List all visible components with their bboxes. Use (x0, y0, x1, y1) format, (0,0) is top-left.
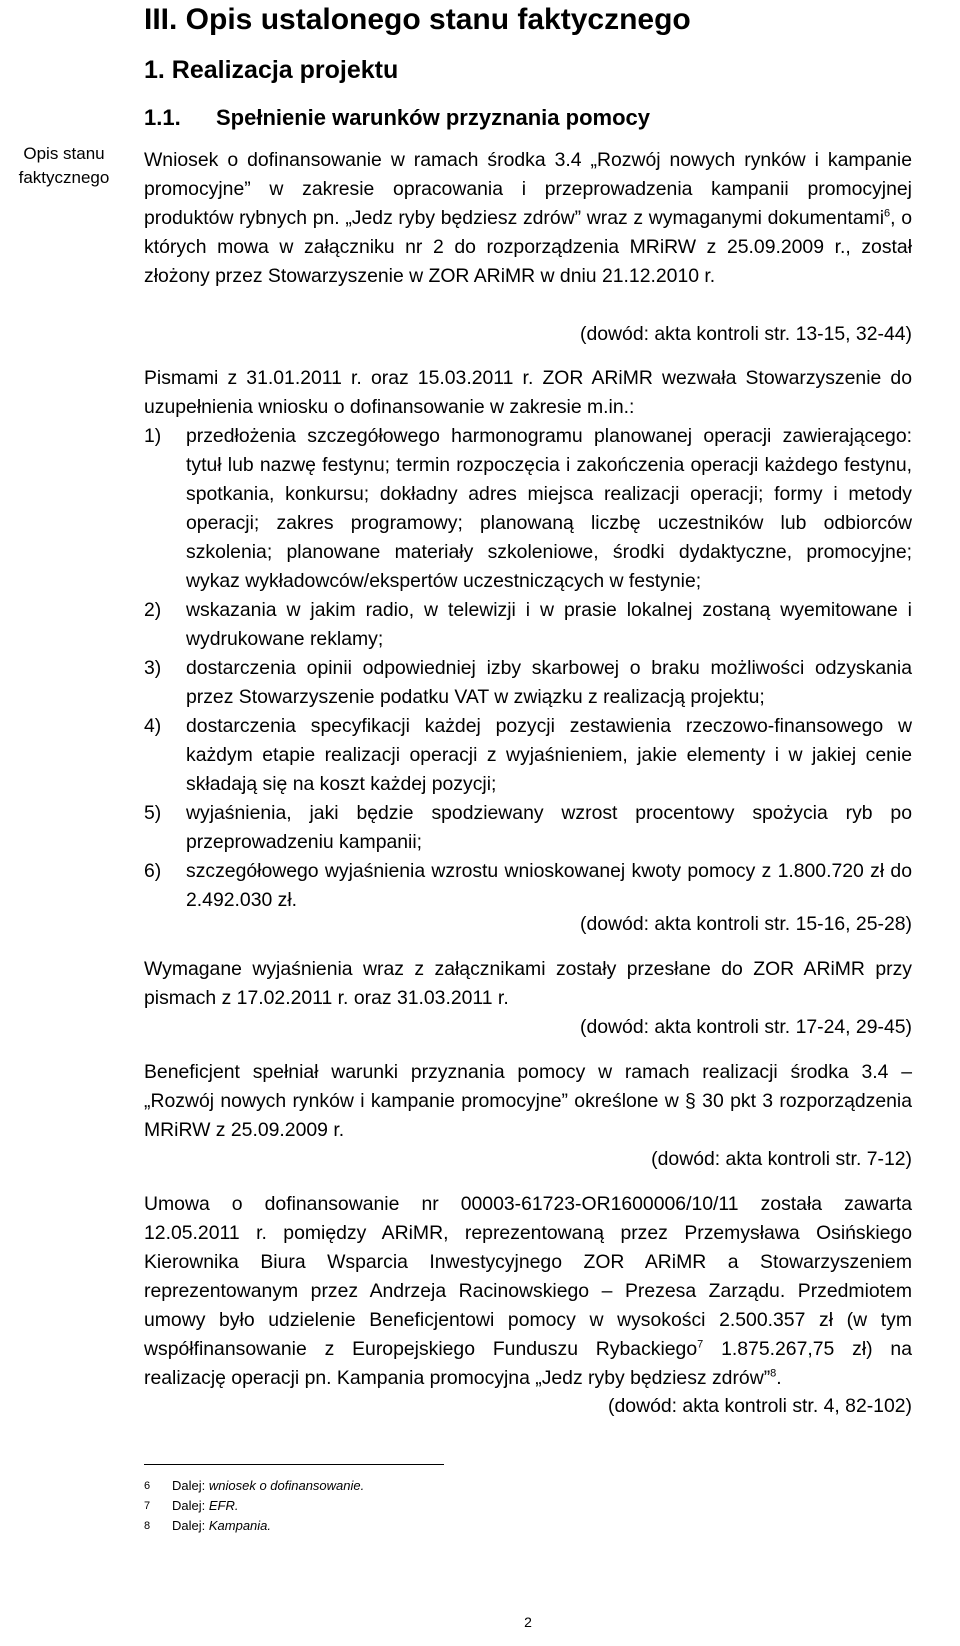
list-item-number: 3) (144, 657, 162, 679)
paragraph-text: Beneficjent spełniał warunki przyznania pomocy w ramach realizacji środka 3.4 – „Rozwój nowych rynków i kampanie promocyjne” określone w § 30 pkt 3 rozporządzenia MRiRW z 25.09.2009 r. (144, 1061, 912, 1141)
footnote-label: Dalej: (172, 1498, 209, 1513)
footnote (144, 1478, 364, 1494)
paragraph-explanations (144, 955, 912, 1013)
footnote-ref: 7 (697, 1338, 704, 1351)
sub-subsection-heading (144, 102, 912, 134)
heading-number: 1.1. (144, 105, 181, 130)
list-item-text: wskazania w jakim radio, w telewizji i w prasie lokalnej zostaną wyemitowane i wydrukowane reklamy; (186, 599, 912, 650)
footnote-mark: 7 (144, 1500, 151, 1512)
footnote-value: Kampania. (208, 1518, 272, 1533)
footnote (144, 1498, 238, 1514)
paragraph-text: Wymagane wyjaśnienia wraz z załącznikami zostały przesłane do ZOR ARiMR przy pismach z 17.02.2011 r. oraz 31.03.2011 r. (144, 958, 912, 1009)
evidence-reference: (dowód: akta kontroli str. 17-24, 29-45) (580, 1016, 912, 1038)
list-item-text: dostarczenia opinii odpowiedniej izby skarbowej o braku możliwości odzyskania przez Stowarzyszenie podatku VAT w związku z realizacją projektu; (186, 657, 912, 708)
paragraph-request (144, 364, 912, 422)
list-item (144, 422, 912, 596)
paragraph-text: , o których mowa w załączniku nr 2 do rozporządzenia MRiRW z 25.09.2009 r., został złożony przez Stowarzyszenie w ZOR ARiMR w dniu 21.12.2010 r. (144, 207, 912, 287)
footnote (144, 1518, 271, 1534)
list-item (144, 596, 912, 654)
footnote-separator (144, 1464, 444, 1465)
paragraph-text: . (776, 1367, 782, 1389)
evidence-reference: (dowód: akta kontroli str. 13-15, 32-44) (580, 323, 912, 345)
evidence-reference: (dowód: akta kontroli str. 15-16, 25-28) (580, 913, 912, 935)
margin-label-line1: Opis stanu (23, 144, 105, 163)
subsection-heading: 1. Realizacja projektu (144, 56, 399, 84)
list-item-number: 4) (144, 715, 162, 737)
paragraph-text: Wniosek o dofinansowanie w ramach środka 3.4 „Rozwój nowych rynków i kampanie promocyjne” w zakresie opracowania i przeprowadzenia kampanii promocyjnej produktów rybnych pn. „Jedz ryby będziesz zdrów” wraz z wymaganymi dokumentami (144, 149, 912, 229)
paragraph-text: Pismami z 31.01.2011 r. oraz 15.03.2011 r. ZOR ARiMR wezwała Stowarzyszenie do uzupełnienia wniosku o dofinansowanie w zakresie m.in.: (144, 367, 912, 418)
list-item (144, 712, 912, 799)
evidence-reference: (dowód: akta kontroli str. 7-12) (651, 1148, 912, 1170)
section-heading: III. Opis ustalonego stanu faktycznego (144, 3, 691, 36)
list-item (144, 654, 912, 712)
list-item (144, 857, 912, 915)
footnote-label: Dalej: (172, 1478, 209, 1493)
footnote-ref: 8 (770, 1367, 777, 1380)
footnote-value: wniosek o dofinansowanie. (208, 1478, 365, 1493)
list-item-number: 2) (144, 599, 162, 621)
list-item-text: przedłożenia szczegółowego harmonogramu planowanej operacji zawierającego: tytuł lub nazwę festynu; termin rozpoczęcia i zakończenia operacji każdego festynu, spotkania, konkursu; dokładny adres miejsca realizacji operacji; formy i metody operacji; zakres programowy; planowaną liczbę uczestników lub odbiorców szkolenia; planowane materiały szkoleniowe, środki dydaktyczne, promocyjne; wykaz wykładowców/ekspertów uczestniczących w festynie; (186, 425, 912, 592)
paragraph-text: 1.875.267,75 zł) na realizację operacji pn. Kampania promocyjna „Jedz ryby będziesz zdrów” (144, 1338, 912, 1389)
margin-label (0, 142, 128, 190)
footnote-value: EFR. (208, 1498, 239, 1513)
paragraph-text: Umowa o dofinansowanie nr 00003-61723-OR1600006/10/11 została zawarta 12.05.2011 r. pomiędzy ARiMR, reprezentowaną przez Przemysława Osińskiego Kierownika Biura Wsparcia Inwestycyjnego ZOR ARiMR a Stowarzyszeniem reprezentowanym przez Andrzeja Racinowskiego – Prezesa Zarządu. Przedmiotem umowy było udzielenie Beneficjentowi pomocy w wysokości 2.500.357 zł (w tym współfinansowanie z Europejskiego Funduszu Rybackiego (144, 1193, 912, 1360)
paragraph-agreement (144, 1190, 912, 1393)
list-item (144, 799, 912, 857)
heading-text: Spełnienie warunków przyznania pomocy (216, 105, 650, 130)
footnote-mark: 6 (144, 1480, 151, 1492)
paragraph-conditions (144, 1058, 912, 1145)
list-item-number: 5) (144, 802, 162, 824)
evidence-reference: (dowód: akta kontroli str. 4, 82-102) (608, 1395, 912, 1417)
list-item-text: wyjaśnienia, jaki będzie spodziewany wzrost procentowy spożycia ryb po przeprowadzeniu kampanii; (186, 802, 912, 853)
paragraph-application (144, 146, 912, 291)
margin-label-line2: faktycznego (18, 168, 110, 187)
footnote-label: Dalej: (172, 1518, 209, 1533)
footnote-ref: 6 (884, 207, 891, 220)
footnote-mark: 8 (144, 1520, 151, 1532)
list-item-number: 6) (144, 860, 162, 882)
list-item-text: szczegółowego wyjaśnienia wzrostu wnioskowanej kwoty pomocy z 1.800.720 zł do 2.492.030 zł. (186, 860, 912, 911)
list-item-number: 1) (144, 425, 162, 447)
requirements-list (144, 422, 912, 915)
list-item-text: dostarczenia specyfikacji każdej pozycji zestawienia rzeczowo-finansowego w każdym etapie realizacji operacji z wyjaśnieniem, jakie elementy i w jakiej cenie składają się na koszt każdej pozycji; (186, 715, 912, 795)
page-number: 2 (524, 1614, 532, 1630)
